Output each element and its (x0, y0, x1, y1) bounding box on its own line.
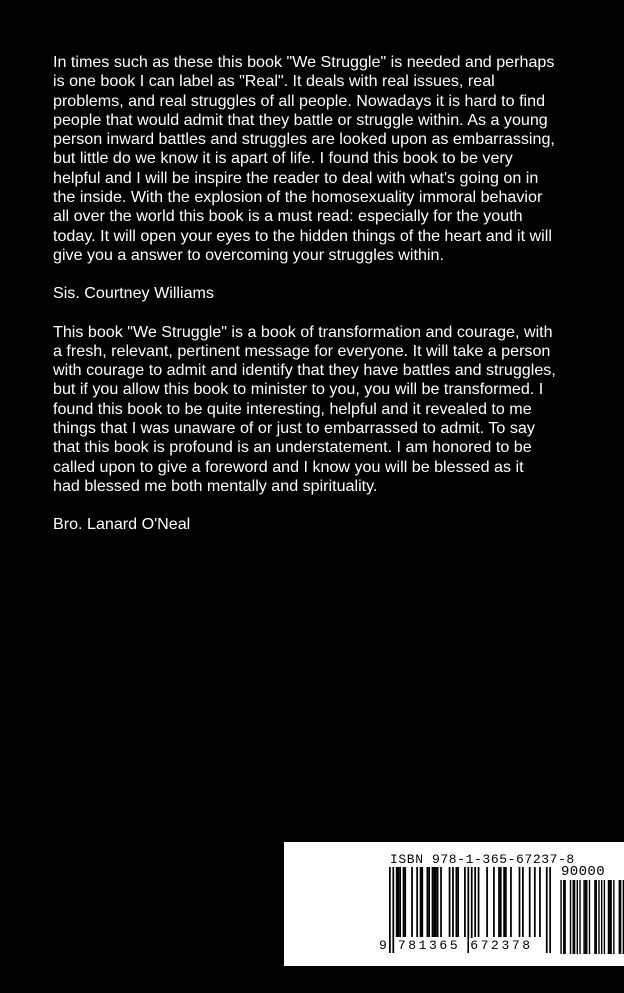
barcode-bar (404, 867, 406, 937)
barcode-bar (609, 880, 610, 954)
isbn-label: ISBN 978-1-365-67237-8 (390, 852, 575, 867)
barcode-bar (577, 880, 578, 954)
barcode-bar (433, 867, 435, 937)
barcode-bar (452, 867, 454, 937)
barcode-bar (437, 867, 439, 937)
barcode-left-digits: 781365 (397, 938, 461, 953)
barcode-bar (570, 880, 571, 954)
review-paragraph-2: This book "We Struggle" is a book of transformation and courage, with a fresh, relevant, pertinent message for everyone. It will take a person with courage to admit and identify that they have battles and struggles, but if you allow this book to minister to you, you will be transformed. I found this book to be quite interesting, helpful and it revealed to me things that I was unaware of or just to embarrassed to admit. To say that this book is profound is an understatement. I am honored to be called upon to give a foreword and I know you will be blessed as it had blessed me both mentally and spirituality. (53, 322, 556, 495)
barcode-bar (498, 867, 500, 937)
barcode-bar (449, 867, 451, 937)
barcode-bar (427, 867, 429, 937)
barcode-bar (486, 867, 488, 937)
barcode-bar (529, 867, 531, 937)
price-addon-barcode (559, 880, 624, 954)
barcode-right-digits: 672378 (470, 938, 533, 953)
barcode-bar (399, 867, 401, 937)
barcode-bar (598, 880, 599, 954)
barcode-bar (534, 867, 536, 937)
barcode-bar (440, 867, 442, 937)
barcode-bar (594, 880, 595, 954)
barcode-bar (510, 867, 512, 937)
barcode-bar (589, 880, 590, 954)
barcode-box (284, 842, 624, 966)
blurb-text (53, 53, 617, 554)
barcode-bar (457, 867, 459, 937)
barcode-bar (549, 867, 551, 953)
review-attribution-2: Bro. Lanard O'Neal (53, 515, 191, 534)
barcode-bar (420, 867, 422, 937)
barcode-bar (546, 867, 548, 953)
barcode-bar (428, 867, 430, 937)
barcode-bar (519, 867, 521, 937)
barcode-bar (620, 880, 621, 954)
barcode-bar (585, 880, 586, 954)
barcode-bar (396, 867, 398, 937)
barcode-bar (503, 867, 505, 937)
barcode-bar (563, 880, 564, 954)
barcode-bar (456, 867, 458, 937)
barcode-bar (505, 867, 507, 937)
barcode-bar (403, 867, 405, 937)
barcode-bar (522, 867, 524, 937)
barcode-digits (378, 938, 534, 953)
barcode-bar (574, 880, 575, 954)
barcode-bar (474, 867, 476, 937)
barcode-bar (608, 880, 609, 954)
barcode-bar (478, 867, 480, 937)
barcode-bar (416, 867, 418, 937)
barcode-bar (435, 867, 437, 937)
barcode-bar (432, 867, 434, 937)
barcode-bar (604, 880, 605, 954)
barcode-bar (500, 867, 502, 937)
barcode-bar (564, 880, 565, 954)
barcode-bar (596, 880, 597, 954)
barcode-bar (586, 880, 587, 954)
barcode-bar (619, 880, 620, 954)
barcode-bar (579, 880, 580, 954)
barcode-bar (601, 880, 602, 954)
barcode-bar (583, 880, 584, 954)
barcode-bar (613, 880, 614, 954)
review-paragraph-1: In times such as these this book "We Struggle" is needed and perhaps is one book I can label as "Real". It deals with real issues, real problems, and real struggles of all people. Nowadays it is hard to find people that would admit that they battle or struggle within. As a young person inward battles and struggles are looked upon as embarrassing, but little do we know it is apart of life. I found this book to be very helpful and I will be inspire the reader to deal with what's going on in the inside. With the explosion of the homosexuality immoral behavior all over the world this book is a must read: especially for the youth today. It will open your eyes to the hidden things of the heart and it will give you a answer to overcoming your struggles within. (53, 53, 555, 264)
price-code: 90000 (561, 864, 606, 880)
barcode-bar (539, 867, 541, 937)
barcode-bar (610, 880, 611, 954)
barcode-bar (464, 867, 466, 937)
barcode-bar (421, 867, 423, 937)
barcode-bar (398, 867, 400, 937)
review-attribution-1: Sis. Courtney Williams (53, 284, 214, 303)
barcode-first-digit: 9 (379, 938, 387, 953)
barcode-bar (411, 867, 413, 937)
barcode-bar (573, 880, 574, 954)
barcode-bar (493, 867, 495, 937)
barcode-bar (560, 880, 561, 954)
